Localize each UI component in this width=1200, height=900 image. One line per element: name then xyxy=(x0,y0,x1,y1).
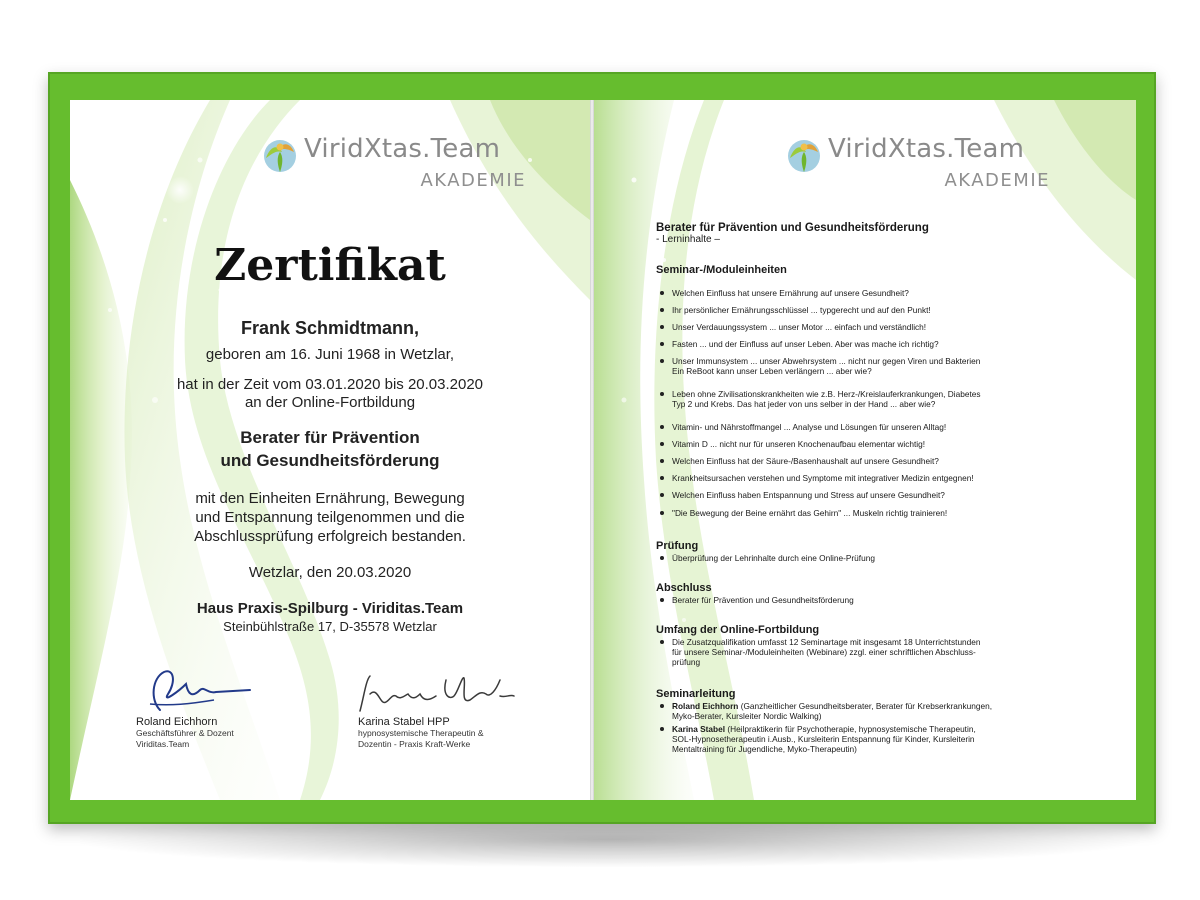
brand-logo xyxy=(784,136,1054,206)
signer-role-2b: Dozentin - Praxis Kraft-Werke xyxy=(358,739,471,749)
signature-karina-stabel xyxy=(350,666,520,721)
picture-frame xyxy=(48,72,1156,824)
list-item: "Die Bewegung der Beine ernährt das Gehirn" ... Muskeln richtig trainieren! xyxy=(656,508,1076,519)
list-item: Unser Immunsystem ... unser Abwehrsystem ... nicht nur gegen Viren und Bakterien xyxy=(656,356,1076,367)
list-item: Roland Eichhorn (Ganzheitlicher Gesundheitsberater, Berater für Krebserkrankungen, xyxy=(656,701,1076,712)
syllabus-page xyxy=(594,100,1136,800)
exam-section xyxy=(656,540,1076,563)
list-item-continuation: SOL-Hypnosetherapeutin i.Ausb., Kursleiterin Entspannung für Kinder, Kursleiterin xyxy=(672,734,975,744)
signer-role-1a: Geschäftsführer & Dozent xyxy=(136,728,234,738)
brand-subtitle: AKADEMIE xyxy=(420,170,526,191)
list-item: Krankheitsursachen verstehen und Symptome mit integrativer Medizin entgegnen! xyxy=(656,473,1076,484)
units-line1: mit den Einheiten Ernährung, Bewegung xyxy=(195,490,465,507)
signature-block-1 xyxy=(136,716,234,750)
list-item: Unser Verdauungssystem ... unser Motor ... einfach und verständlich! xyxy=(656,322,1076,333)
course-title-line2: und Gesundheitsförderung xyxy=(220,451,440,470)
certificate-title: Zertifikat xyxy=(214,240,446,291)
degree-heading: Abschluss xyxy=(656,582,712,594)
certificate-page xyxy=(70,100,590,800)
list-item: Vitamin- und Nährstoffmangel ... Analyse und Lösungen für unseren Alltag! xyxy=(656,422,1076,433)
brand-name: ViridXtas.Team xyxy=(828,134,1025,164)
birth-line: geboren am 16. Juni 1968 in Wetzlar, xyxy=(205,346,455,363)
list-item-continuation: Ein ReBoot kann unser Leben verlängern ... aber wie? xyxy=(672,366,872,376)
scope-heading: Umfang der Online-Fortbildung xyxy=(656,624,820,636)
recipient-name: Frank Schmidtmann, xyxy=(240,318,420,338)
list-item: Leben ohne Zivilisationskrankheiten wie z.B. Herz-/Kreislauferkrankungen, Diabetes xyxy=(656,389,1076,400)
brand-name: ViridXtas.Team xyxy=(304,134,501,164)
modules-section xyxy=(656,264,1076,536)
brand-subtitle: AKADEMIE xyxy=(944,170,1050,191)
list-item: Berater für Prävention und Gesundheitsförderung xyxy=(656,595,1076,606)
institute-address: Steinbühlstraße 17, D-35578 Wetzlar xyxy=(223,619,437,634)
certificate-mat xyxy=(70,100,1136,800)
units-line2: und Entspannung teilgenommen und die xyxy=(195,509,465,526)
signature-roland-eichhorn xyxy=(130,660,260,720)
course-intro: an der Online-Fortbildung xyxy=(244,394,416,411)
exam-heading: Prüfung xyxy=(656,540,699,552)
list-item-continuation: Mentaltraining für Jugendliche, Myko-Therapeutin) xyxy=(672,744,857,754)
signer-role-1b: Viriditas.Team xyxy=(136,739,190,749)
signer-name-2: Karina Stabel HPP xyxy=(358,716,450,728)
list-item: Die Zusatzqualifikation umfasst 12 Seminartage mit insgesamt 18 Unterrichtstunden xyxy=(656,637,1076,648)
syllabus-title: Berater für Prävention und Gesundheitsförderung xyxy=(656,222,929,234)
list-item-continuation: prüfung xyxy=(672,657,701,667)
scope-section xyxy=(656,624,1076,667)
course-title-line1: Berater für Prävention xyxy=(240,428,420,447)
list-item: Welchen Einfluss hat unsere Ernährung auf unsere Gesundheit? xyxy=(656,288,1076,299)
lead-section xyxy=(656,688,1076,754)
degree-section xyxy=(656,582,1076,605)
list-item: Fasten ... und der Einfluss auf unser Leben. Aber was mache ich richtig? xyxy=(656,339,1076,350)
list-item-continuation: Typ 2 und Krebs. Das hat jeder von uns selber in der Hand ... aber wie? xyxy=(672,399,936,409)
list-item-continuation: für unsere Seminar-/Moduleinheiten (Webinare) zzgl. einer schriftlichen Abschluss- xyxy=(672,647,976,657)
list-item: Vitamin D ... nicht nur für unseren Knochenaufbau elementar wichtig! xyxy=(656,439,1076,450)
syllabus-subtitle: - Lerninhalte – xyxy=(656,234,720,245)
list-item-continuation: Myko-Berater, Kursleiter Nordic Walking) xyxy=(672,711,822,721)
institute-name: Haus Praxis-Spilburg - Viriditas.Team xyxy=(196,600,464,617)
brand-logo xyxy=(260,136,530,206)
syllabus-header xyxy=(656,222,1076,245)
signer-name-1: Roland Eichhorn xyxy=(136,716,218,728)
lead-heading: Seminarleitung xyxy=(656,688,736,700)
list-item: Welchen Einfluss hat der Säure-/Basenhaushalt auf unsere Gesundheit? xyxy=(656,456,1076,467)
list-item: Karina Stabel (Heilpraktikerin für Psychotherapie, hypnosystemische Therapeutin, xyxy=(656,724,1076,735)
signer-role-2a: hypnosystemische Therapeutin & xyxy=(358,728,484,738)
modules-heading: Seminar-/Moduleinheiten xyxy=(656,264,787,276)
place-date: Wetzlar, den 20.03.2020 xyxy=(248,564,412,581)
list-item: Ihr persönlicher Ernährungsschlüssel ... typgerecht und auf den Punkt! xyxy=(656,305,1076,316)
leaf-person-icon xyxy=(260,136,300,176)
list-item: Welchen Einfluss haben Entspannung und Stress auf unsere Gesundheit? xyxy=(656,490,1076,501)
list-item: Überprüfung der Lehrinhalte durch eine Online-Prüfung xyxy=(656,553,1076,564)
leaf-person-icon xyxy=(784,136,824,176)
units-line3: Abschlussprüfung erfolgreich bestanden. xyxy=(194,528,466,545)
period-line: hat in der Zeit vom 03.01.2020 bis 20.03.2020 xyxy=(176,376,484,393)
signature-block-2 xyxy=(358,716,484,750)
